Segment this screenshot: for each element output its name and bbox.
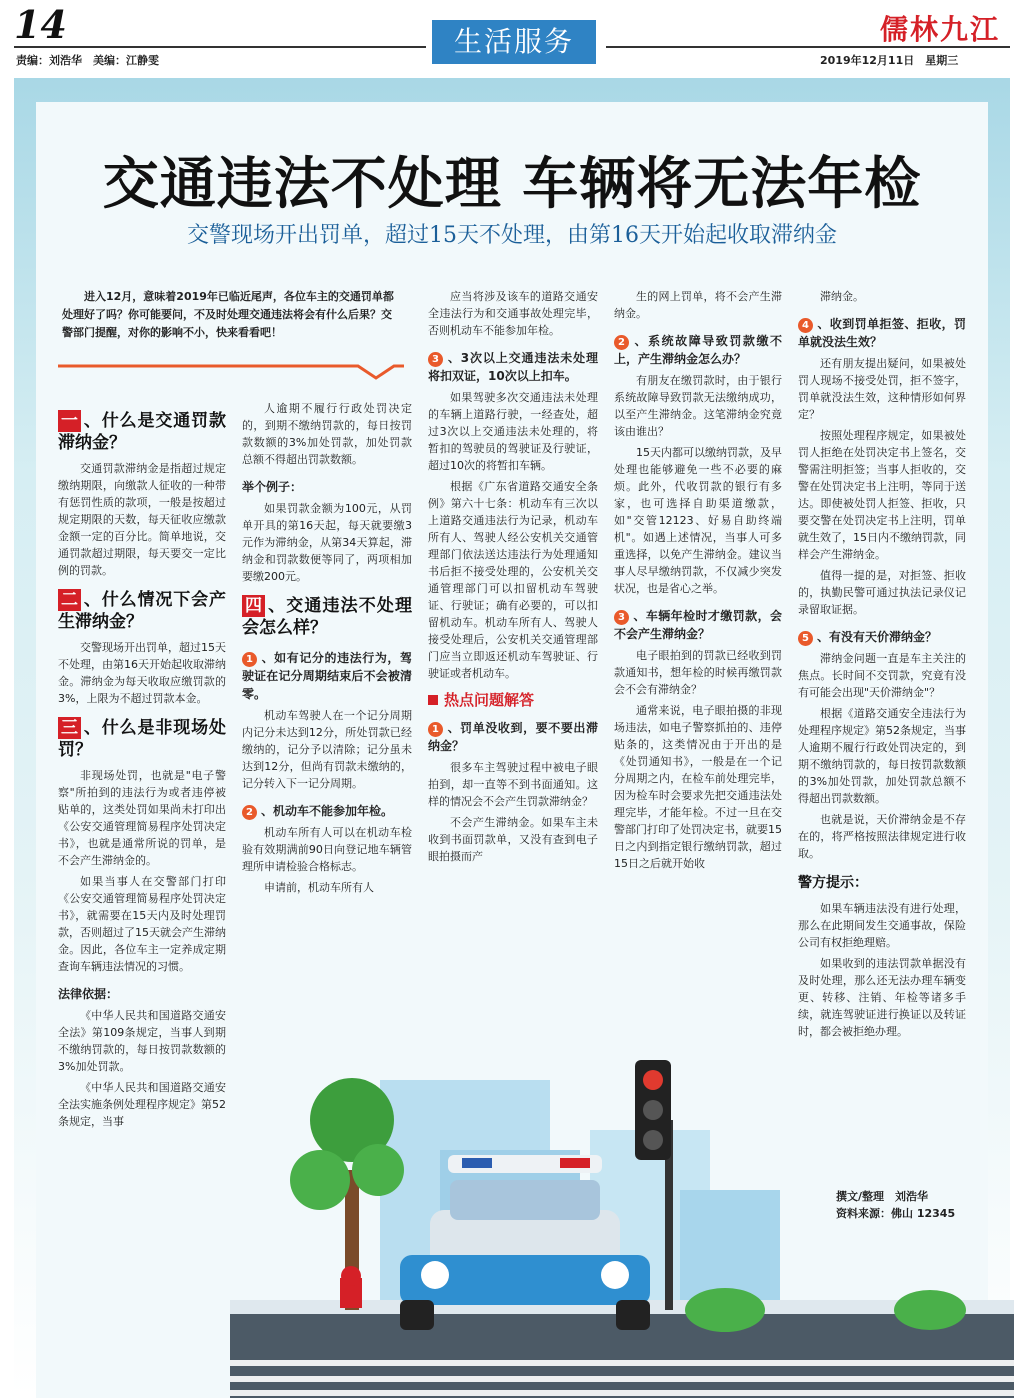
hot-questions-heading: 热点问题解答 [428, 692, 598, 709]
paragraph: 还有朋友提出疑问，如果被处罚人现场不接受处罚，拒不签字，罚单就没法生效，这种情形如何界定？ [798, 357, 966, 421]
law-basis-title: 法律依据： [58, 987, 119, 1001]
paragraph: 申请前，机动车所有人 [264, 881, 374, 894]
subheading: 4 、收到罚单拒签、拒收，罚单就没法生效？ [798, 317, 966, 349]
paragraph: 交通罚款滞纳金是指超过规定缴纳期限，向缴款人征收的一种带有惩罚性质的款项，一般是按超过规定期限的天数，每天征收应缴款金额一定的百分比。简单地说，交通罚款超过期限，每天要交一定比例的罚款。 [58, 462, 226, 577]
paragraph: 《中华人民共和国道路交通安全法实施条例处理程序规定》第52条规定，当事 [58, 1081, 226, 1128]
column-1 [58, 400, 226, 1134]
editors: 责编：刘浩华 美编：江静雯 [16, 54, 159, 67]
paragraph: 有朋友在缴罚款时，由于银行系统故障导致罚款无法缴纳成功，以至产生滞纳金。这笔滞纳金究竟该由谁出？ [614, 374, 782, 438]
headline: 交通违法不处理 车辆将无法年检 [102, 151, 922, 217]
author-credit: 撰文/整理 刘浩华 [836, 1190, 929, 1203]
page-number: 14 [14, 2, 67, 47]
subheading: 2 、系统故障导致罚款缴不上，产生滞纳金怎么办？ [614, 334, 782, 366]
heading-4: 四 、交通违法不处理会怎么样？ [242, 596, 412, 638]
paragraph: 如果收到的违法罚款单据没有及时处理，那么还无法办理车辆变更、转移、注销、年检等诸多手续，就连驾驶证进行换证以及转证时，都会被拒绝办理。 [798, 957, 966, 1038]
section-label: 生活服务 [432, 20, 596, 64]
page-header [0, 0, 1024, 74]
paragraph: 值得一提的是，对拒签、拒收的，执勤民警可通过执法记录仪记录留取证据。 [798, 569, 966, 616]
tree-canopy [352, 1144, 404, 1196]
crosswalk-stripes [230, 1360, 1014, 1396]
paragraph: 人逾期不履行行政处罚决定的，到期不缴纳罚款的，每日按罚款数额的3%加处罚款，加处罚款总额不得超出罚款数额。 [242, 402, 412, 466]
heading-2: 二 、什么情况下会产生滞纳金？ [58, 590, 226, 632]
paragraph: 机动车驾驶人在一个记分周期内记分未达到12分，所处罚款已经缴纳的，记分予以清除；记分虽未达到12分，但尚有罚款未缴纳的，记分转入下一记分周期。 [242, 709, 412, 790]
subheadline: 交警现场开出罚单，超过15天不处理，由第16天开始起收取滞纳金 [187, 223, 837, 248]
street-scene-illustration [230, 1060, 1014, 1398]
column-5 [798, 288, 966, 1044]
paragraph: 机动车所有人可以在机动车检验有效期满前90日向登记地车辆管理所申请检验合格标志。 [242, 826, 412, 873]
subheading: 1 、如有记分的违法行为，驾驶证在记分周期结束后不会被清零。 [242, 651, 412, 701]
paragraph: 非现场处罚，也就是"电子警察"所拍到的违法行为或者违停被贴单的，这类处罚如果尚未打印出《公安交通管理简易程序处罚决定书》，也就是通常所说的罚单，是不会产生滞纳金的。 [58, 769, 226, 867]
paragraph: 15天内都可以缴纳罚款，及早处理也能够避免一些不必要的麻烦。此外，代收罚款的银行有多家，也可选择自助渠道缴款，如"交管12123、好易自助终端机"。如遇上述情况，当事人可多重选择，以免产生滞纳金。建议当事人尽早缴纳罚款，不仅减少突发状况，也是省心之举。 [614, 446, 782, 595]
column-2 [242, 400, 412, 900]
paragraph: 如果当事人在交警部门打印《公安交通管理简易程序处罚决定书》，就需要在15天内及时处理罚款，否则超过了15天就会产生滞纳金。因此，各位车主一定养成定期查询车辆违法情况的习惯。 [58, 875, 226, 973]
source-credit: 资料来源：佛山 12345 [836, 1207, 956, 1220]
paragraph: 电子眼拍到的罚款已经收到罚款通知书，想年检的时候再缴罚款会不会有滞纳金？ [614, 649, 782, 696]
paragraph: 也就是说，天价滞纳金是不存在的，将严格按照法律规定进行收取。 [798, 813, 966, 860]
example-title: 举个例子： [242, 480, 303, 494]
paragraph: 很多车主驾驶过程中被电子眼拍到，却一直等不到书面通知。这样的情况会不会产生罚款滞纳金？ [428, 761, 598, 808]
intro-paragraph: 进入12月，意味着2019年已临近尾声，各位车主的交通罚单都处理好了吗？你可能要问，不及时处理交通违法将会有什么后果？交警部门提醒，对你的影响不小，快来看看吧！ [62, 290, 394, 339]
subheading: 5 、有没有天价滞纳金？ [798, 628, 966, 646]
paragraph: 《中华人民共和国道路交通安全法》第109条规定，当事人到期不缴纳罚款的，每日按罚款数额的3%加处罚款。 [58, 1009, 226, 1073]
paragraph: 滞纳金问题一直是车主关注的焦点。长时间不交罚款，究竟有没有可能会出现"天价滞纳金"？ [798, 652, 966, 699]
paragraph: 通常来说，电子眼拍摄的非现场违法，如电子警察抓拍的、违停贴条的，这类情况由于开出的是《处罚通知书》，一般是在一个记分周期之内，在检车前处理完毕，因为检车时会要求先把交通违法处理完毕，才能年检。不过一旦在交警部门打印了处罚决定书，就要15日之内到指定银行缴纳罚款，超过15日之后就开始收 [614, 704, 782, 870]
paragraph: 根据《广东省道路交通安全条例》第六十七条：机动车有三次以上道路交通违法行为记录，机动车所有人、驾驶人经公安机关交通管理部门依法送达违法行为处理通知书后拒不接受处理的，公安机关交通管理部门可以扣留机动车驾驶证、行驶证；确有必要的，可以扣留机动车。机动车所有人、驾驶人接受处理后，公安机关交通管理部门应当立即返还机动车驾驶证、行驶证或者机动车。 [428, 480, 598, 680]
paragraph: 按照处理程序规定，如果被处罚人拒绝在处罚决定书上签名，交警需注明拒签；当事人拒收的，交警在处罚决定书上注明，等同于送达。即使被处罚人拒签、拒收，只要交警在处罚决定书上注明，罚单就生效了，15日内不缴纳罚款，同样会产生滞纳金。 [798, 429, 966, 561]
subheading: 1 、罚单没收到，要不要出滞纳金？ [428, 721, 598, 753]
fire-hydrant [340, 1266, 362, 1308]
paragraph: 应当将涉及该车的道路交通安全违法行为和交通事故处理完毕，否则机动车不能参加年检。 [428, 290, 598, 337]
subheading: 2 、机动车不能参加年检。 [242, 802, 412, 820]
paragraph: 交警现场开出罚单，超过15天不处理，由第16天开始起收取滞纳金。滞纳金为每天收取应缴罚款的3%，上限为不超过罚款本金。 [58, 641, 226, 705]
heading-1: 一 、什么是交通罚款滞纳金？ [58, 411, 226, 453]
speech-bubble-tail [58, 360, 408, 382]
heading-3: 三 、什么是非现场处罚？ [58, 718, 226, 760]
issue-date: 2019年12月11日 星期三 [820, 54, 959, 67]
header-rule-left [14, 46, 426, 48]
tree-canopy [290, 1150, 350, 1210]
bush [894, 1290, 966, 1330]
subheading: 3 、车辆年检时才缴罚款，会不会产生滞纳金？ [614, 609, 782, 641]
paragraph: 不会产生滞纳金。如果车主未收到书面罚款单，又没有查到电子眼拍摄而产 [428, 816, 598, 863]
paragraph: 滞纳金。 [820, 290, 864, 303]
bush [685, 1288, 765, 1332]
paper-name-logo: 儒林九江 [880, 13, 1001, 46]
column-3 [428, 288, 598, 869]
paragraph: 如果驾驶多次交通违法未处理的车辆上道路行驶，一经查处，超过3次以上交通违法未处理的，将暂扣的驾驶员的驾驶证及行驶证，超过10次的将暂扣车辆。 [428, 391, 598, 472]
paragraph: 根据《道路交通安全违法行为处理程序规定》第52条规定，当事人逾期不履行行政处罚决定的，到期不缴纳罚款的，每日按罚款数额的3%加处罚款，加处罚款总额不得超出罚款数额。 [798, 707, 966, 805]
paragraph: 生的网上罚单，将不会产生滞纳金。 [614, 290, 782, 320]
column-4 [614, 288, 782, 876]
paragraph: 如果车辆违法没有进行处理，那么在此期间发生交通事故，保险公司有权拒绝理赔。 [798, 902, 966, 949]
police-tip-title: 警方提示： [798, 875, 868, 891]
subheading: 3 、3次以上交通违法未处理将扣双证，10次以上扣车。 [428, 351, 598, 383]
paragraph: 如果罚款金额为100元，从罚单开具的第16天起，每天就要缴3元作为滞纳金，从第34天算起，滞纳金和罚款数便等同了，两项相加要缴200元。 [242, 502, 412, 583]
